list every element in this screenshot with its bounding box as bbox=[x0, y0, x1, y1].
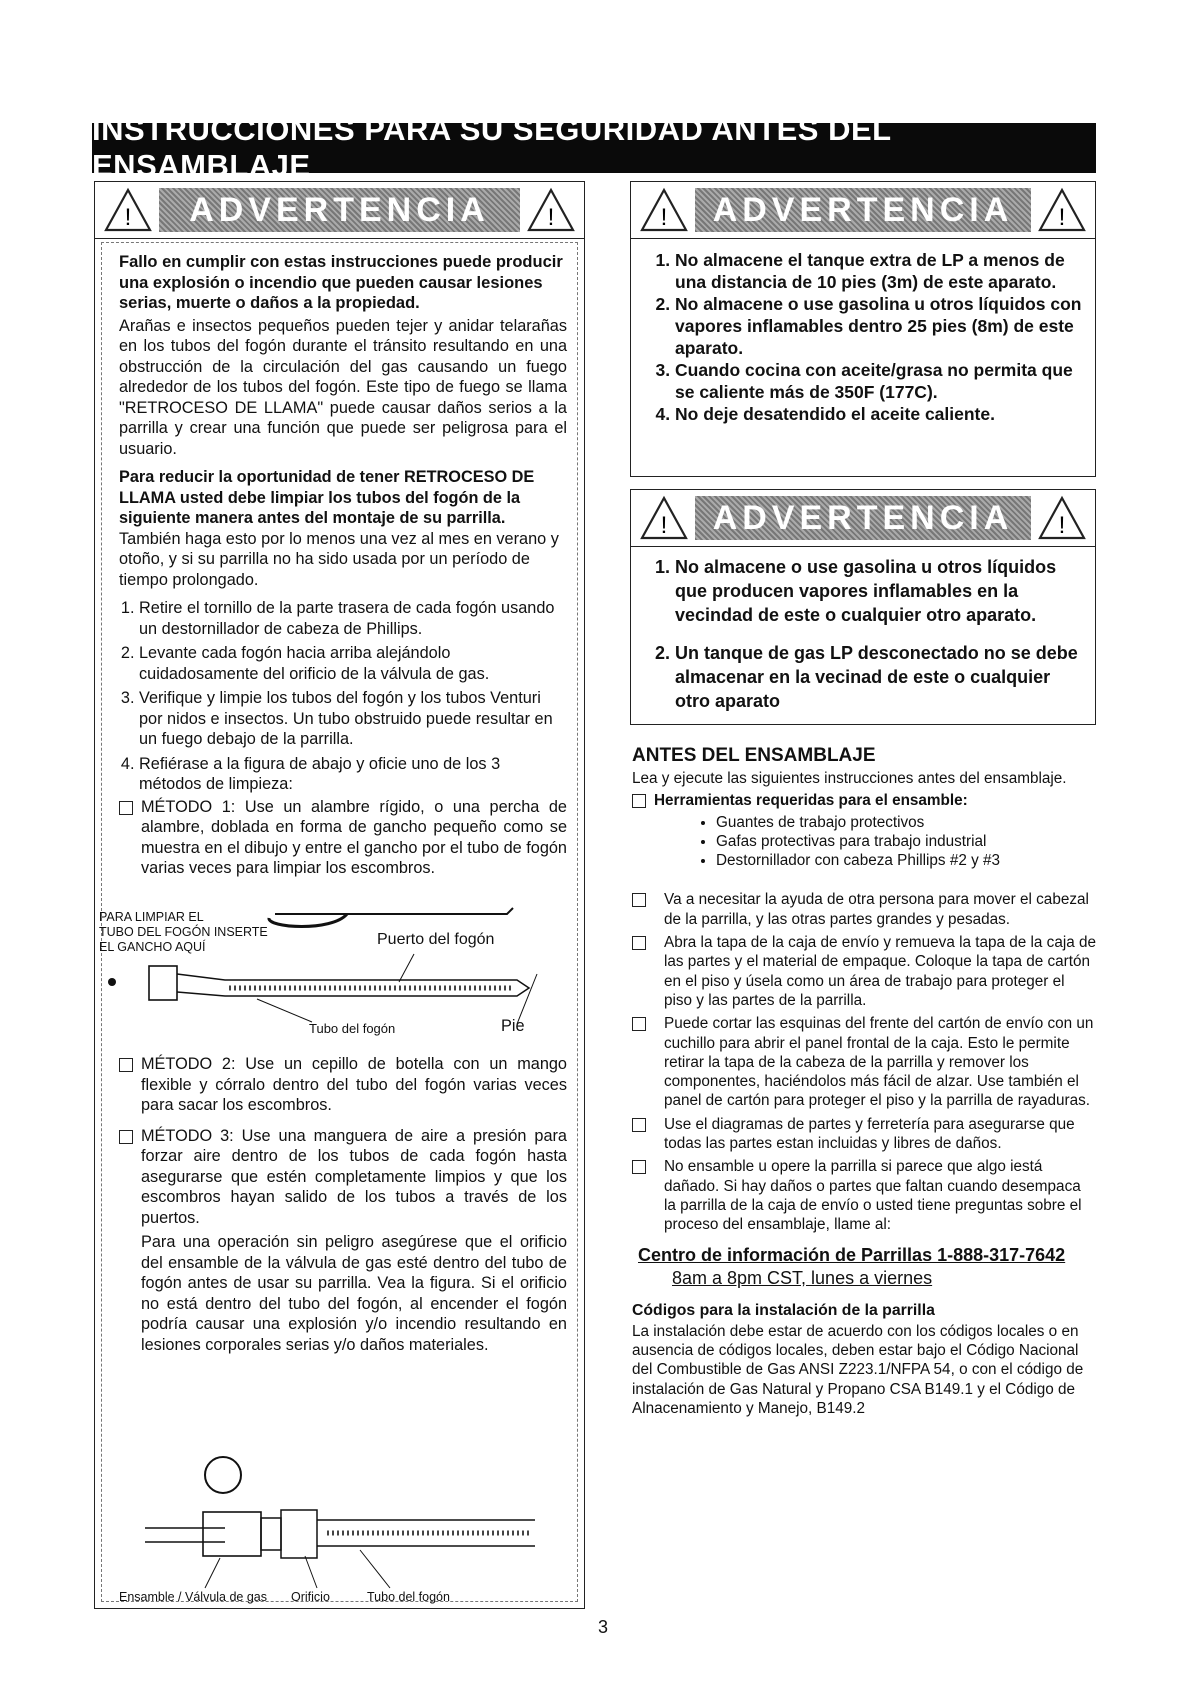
right-warning-box-1 bbox=[630, 181, 1096, 477]
method-1: MÉTODO 1: Use un alambre rígido, o una percha de alambre, doblada en forma de gancho pequeño como se muestra en el dibujo y entre el gancho por el tubo de fogón varias veces para limpiar los escombros. bbox=[119, 797, 567, 879]
checkbox-icon bbox=[632, 1118, 646, 1132]
section-heading: ANTES DEL ENSAMBLAJE bbox=[632, 745, 876, 766]
checkbox-icon bbox=[119, 801, 133, 815]
codes-title: Códigos para la instalación de la parrilla bbox=[632, 1301, 935, 1319]
warning-item: 2. No almacene o use gasolina u otros líquidos con vapores inflamables dentro 25 pies (8m) de este aparato. bbox=[675, 293, 1085, 359]
warning-title: ADVERTENCIA bbox=[695, 496, 1031, 540]
page-number: 3 bbox=[598, 1617, 609, 1637]
tool-item: • Gafas protectivas para trabajo industrial bbox=[716, 832, 1096, 851]
tool-item: • Destornillador con cabeza Phillips #2 y #3 bbox=[716, 851, 1096, 870]
step-item: 1. Retire el tornillo de la parte trasera de cada fogón usando un destornillador de cabeza de Phillips. bbox=[139, 598, 567, 639]
checkbox-icon bbox=[119, 1058, 133, 1072]
warning-header bbox=[631, 490, 1095, 547]
method-2: MÉTODO 2: Use un cepillo de botella con un mango flexible y córralo dentro del tubo del fogón varias veces para sacar los escombros. bbox=[119, 1054, 567, 1116]
warning-item: 3. Cuando cocina con aceite/grasa no permita que se caliente más de 350F (177C). bbox=[675, 359, 1085, 403]
check-item: Abra la tapa de la caja de envío y remueva la tapa de la caja de las partes y el material de empaque. Coloque la tapa de cartón en el piso y úsela como un área de trabajo para proteger el piso y las partes de la parrilla. bbox=[632, 933, 1096, 1010]
spider-warning-text: Arañas e insectos pequeños pueden tejer y anidar telarañas en los tubos del fogón durante el tránsito resultando en una obstrucción de la circulación del gas causando un fuego alrededor de los tubos del fogón. Este tipo de fuego se llama "RETROCESO DE LLAMA" puede causar daños serios a la parrilla y crear una función que puede ser peligrosa para el usuario. bbox=[119, 316, 567, 458]
warning-triangle-icon bbox=[639, 187, 689, 233]
fig-label: TUBO DEL FOGÓN INSERTE bbox=[99, 925, 268, 939]
warning-triangle-icon bbox=[1037, 495, 1087, 541]
step-item: 4. Refiérase a la figura de abajo y oficie uno de los 3 métodos de limpieza: bbox=[139, 754, 567, 795]
checkbox-icon bbox=[632, 936, 646, 950]
step-item: 2. Levante cada fogón hacia arriba alejándolo cuidadosamente del orificio de la válvula de gas. bbox=[139, 643, 567, 684]
pie-label: Pie bbox=[501, 1017, 525, 1035]
fig2-label-orifice: Orificio bbox=[291, 1590, 330, 1604]
valve-figure bbox=[105, 1450, 575, 1605]
warning-title: ADVERTENCIA bbox=[695, 188, 1031, 232]
tubo-label: Tubo del fogón bbox=[309, 1021, 396, 1036]
check-item: Use el diagramas de partes y ferretería para asegurarse que todas las partes estan incluidas y libres de daños. bbox=[632, 1115, 1096, 1154]
method-3: MÉTODO 3: Use una manguera de aire a presión para forzar aire dentro de los tubos de cada fogón hasta asegurarse que estén completamente limpios y que los escombros hayan salido de los tubos a través de los puertos. bbox=[119, 1126, 567, 1229]
warning-item: 1. No almacene el tanque extra de LP a menos de una distancia de 10 pies (3m) de este aparato. bbox=[675, 249, 1085, 293]
checkbox-icon bbox=[119, 1130, 133, 1144]
svg-text:!: ! bbox=[660, 204, 668, 231]
fig-label: PARA LIMPIAR EL bbox=[99, 910, 204, 924]
info-center-hours: 8am a 8pm CST, lunes a viernes bbox=[672, 1267, 933, 1288]
checkbox-icon bbox=[632, 794, 646, 808]
warning-header bbox=[95, 182, 584, 239]
valve-drawing bbox=[105, 1450, 575, 1605]
check-item: Puede cortar las esquinas del frente del cartón de envío con un cuchillo para abrir el panel frontal de la caja. Esto le permite retirar la tapa de la cabeza de la parrilla y remover los componentes, haciéndolos más fácil de alzar. Use también el panel de cartón para proteger el piso y la parrilla de rayaduras. bbox=[632, 1014, 1096, 1110]
codes-text: La instalación debe estar de acuerdo con los códigos locales o en ausencia de códigos locales, deben estar bajo el Código Nacional del Combustible de Gas ANSI Z223.1/NFPA 54, o con el código de instalación de Gas Natural y Propano CSA B149.1 y el Código de Alnacenamiento y Manejo, B149.2 bbox=[632, 1322, 1084, 1418]
before-assembly-section bbox=[632, 745, 1096, 1418]
warning-item: 2. Un tanque de gas LP desconectado no se debe almacenar en la vecinad de este o cualquier otro aparato bbox=[675, 641, 1087, 713]
safe-operation-text: Para una operación sin peligro asegúrese que el orificio del ensamble de la válvula de gas esté dentro del tubo de fogón antes de usar su parrilla. Vea la figura. Si el orificio no está dentro del tubo del fogón, al encender el fogón podría causar una explosión y/o incendio resultando en lesiones corporales serias y/o daños materiales. bbox=[141, 1233, 567, 1354]
warning-triangle-icon bbox=[1037, 187, 1087, 233]
info-center-phone: Centro de información de Parrillas 1-888-317-7642 bbox=[638, 1244, 1066, 1265]
warning-item: 4. No deje desatendido el aceite caliente. bbox=[675, 403, 1085, 425]
svg-text:!: ! bbox=[547, 204, 555, 231]
tools-title: Herramientas requeridas para el ensamble: bbox=[632, 791, 1096, 810]
checkbox-icon bbox=[632, 1160, 646, 1174]
warning-header bbox=[631, 182, 1095, 239]
fig2-label-tube: Tubo del fogón bbox=[367, 1590, 450, 1604]
tools-list bbox=[632, 813, 1096, 871]
warning-triangle-icon bbox=[103, 187, 153, 233]
checkbox-icon bbox=[632, 1017, 646, 1031]
left-warning-box bbox=[94, 181, 585, 1609]
check-item: No ensamble u opere la parrilla si parece que algo iestá dañado. Si hay daños o partes que faltan cuando desempaca la parrilla de la caja de envío o usted tiene preguntas sobre el proceso del ensamblaje, llame al: bbox=[632, 1157, 1096, 1234]
page-banner: INSTRUCCIONES PARA SU SEGURIDAD ANTES DEL ENSAMBLAJE bbox=[92, 123, 1096, 173]
intro-warning-text: Fallo en cumplir con estas instrucciones puede producir una explosión o incendio que pueden causar lesiones serias, muerte o daños a la propiedad. bbox=[119, 253, 563, 312]
puerto-label: Puerto del fogón bbox=[377, 931, 495, 948]
warning-title: ADVERTENCIA bbox=[159, 188, 520, 232]
tool-item: • Guantes de trabajo protectivos bbox=[716, 813, 1096, 832]
warning-triangle-icon bbox=[639, 495, 689, 541]
gasoline-warnings bbox=[631, 555, 1087, 713]
checkbox-icon bbox=[632, 893, 646, 907]
svg-text:!: ! bbox=[124, 204, 132, 231]
check-item: Va a necesitar la ayuda de otra persona para mover el cabezal de la parrilla, y las otras partes grandes y pesadas. bbox=[632, 890, 1096, 929]
warning-item: 1. No almacene o use gasolina u otros líquidos que producen vapores inflamables en la vecindad de este o cualquier otro aparato. bbox=[675, 555, 1087, 627]
fig2-label-valve: Ensamble / Válvula de gas bbox=[119, 1590, 268, 1604]
section-intro: Lea y ejecute las siguientes instrucciones antes del ensamblaje. bbox=[632, 770, 1067, 787]
warning-triangle-icon bbox=[526, 187, 576, 233]
burner-tube-figure bbox=[97, 904, 581, 1054]
cleaning-steps bbox=[119, 598, 567, 795]
svg-text:!: ! bbox=[1058, 204, 1066, 231]
fig-label: EL GANCHO AQUÍ bbox=[99, 940, 206, 954]
svg-text:!: ! bbox=[1058, 512, 1066, 539]
right-warning-box-2 bbox=[630, 489, 1096, 725]
storage-warnings bbox=[631, 249, 1085, 425]
step-item: 3. Verifique y limpie los tubos del fogón y los tubos Venturi por nidos e insectos. Un tubo obstruido puede resultar en un fuego debajo de la parrilla. bbox=[139, 688, 567, 750]
svg-text:!: ! bbox=[660, 512, 668, 539]
reduce-flashback-text: Para reducir la oportunidad de tener RETROCESO DE LLAMA usted debe limpiar los tubos del fogón de la siguiente manera antes del montaje de su parrilla. También haga esto por lo menos una vez al mes en verano y otoño, y si su parrilla no ha sido usada por un período de tiempo prolongado. bbox=[119, 468, 559, 589]
